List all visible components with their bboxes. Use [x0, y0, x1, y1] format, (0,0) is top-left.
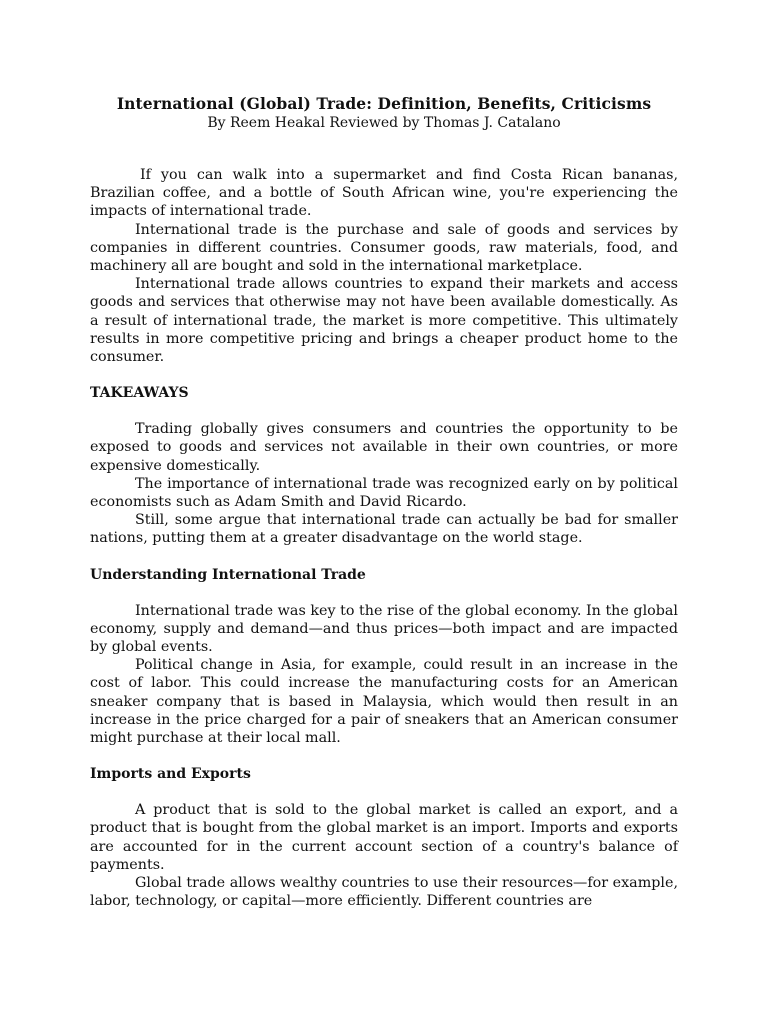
section-gap [90, 747, 678, 765]
document-title: International (Global) Trade: Definition, Benefits, Criticisms [116, 94, 652, 113]
intro-paragraph-1: If you can walk into a supermarket and find Costa Rican bananas, Brazilian coffee, and a bottle of South African wine, you're experiencing the impacts of international trade. [90, 167, 678, 220]
document-page [90, 94, 678, 911]
takeaways-paragraph-1: Trading globally gives consumers and countries the opportunity to be exposed to goods and services not available in their own countries, or more expensive domestically. [90, 421, 678, 474]
intro-paragraph-2: International trade is the purchase and sale of goods and services by companies in different countries. Consumer goods, raw materials, food, and machinery all are bought and sold in the international marketplace. [90, 221, 678, 275]
understanding-paragraph-2: Political change in Asia, for example, could result in an increase in the cost of labor. This could increase the manufacturing costs for an American sneaker company that is based in Malaysia, which would then result in an increase in the price charged for a pair of sneakers that an American consumer might purchase at their local mall. [90, 657, 678, 747]
takeaways-paragraph-2: The importance of international trade was recognized early on by political economists such as Adam Smith and David Ricardo. [90, 475, 678, 511]
document-byline: By Reem Heakal Reviewed by Thomas J. Catalano [207, 115, 561, 131]
takeaways-heading: TAKEAWAYS [90, 385, 189, 402]
section-gap [90, 402, 678, 420]
section-gap [90, 584, 678, 602]
imports-exports-paragraph-1: A product that is sold to the global market is called an export, and a product that is bought from the global market is an import. Imports and exports are accounted for in the current account section of a country's balance of payments. [90, 802, 678, 873]
imports-exports-heading: Imports and Exports [90, 766, 251, 783]
takeaways-paragraph-3: Still, some argue that international trade can actually be bad for smaller nations, putting them at a greater disadvantage on the world stage. [90, 512, 678, 547]
understanding-paragraph-1: International trade was key to the rise of the global economy. In the global economy, supply and demand—and thus prices—both impact and are impacted by global events. [90, 602, 678, 656]
section-gap [90, 548, 678, 566]
intro-paragraph-3: International trade allows countries to expand their markets and access goods and services that otherwise may not have been available domestically. As a result of international trade, the market is more competitive. This ultimately results in more competitive pricing and brings a cheaper product home to the consumer. [90, 276, 678, 366]
understanding-heading: Understanding International Trade [90, 566, 366, 583]
section-gap [90, 366, 678, 384]
header-spacer [90, 132, 678, 166]
section-gap [90, 783, 678, 801]
imports-exports-paragraph-2: Global trade allows wealthy countries to use their resources—for example, labor, technology, or capital—more efficiently. Different countries are [90, 875, 678, 910]
